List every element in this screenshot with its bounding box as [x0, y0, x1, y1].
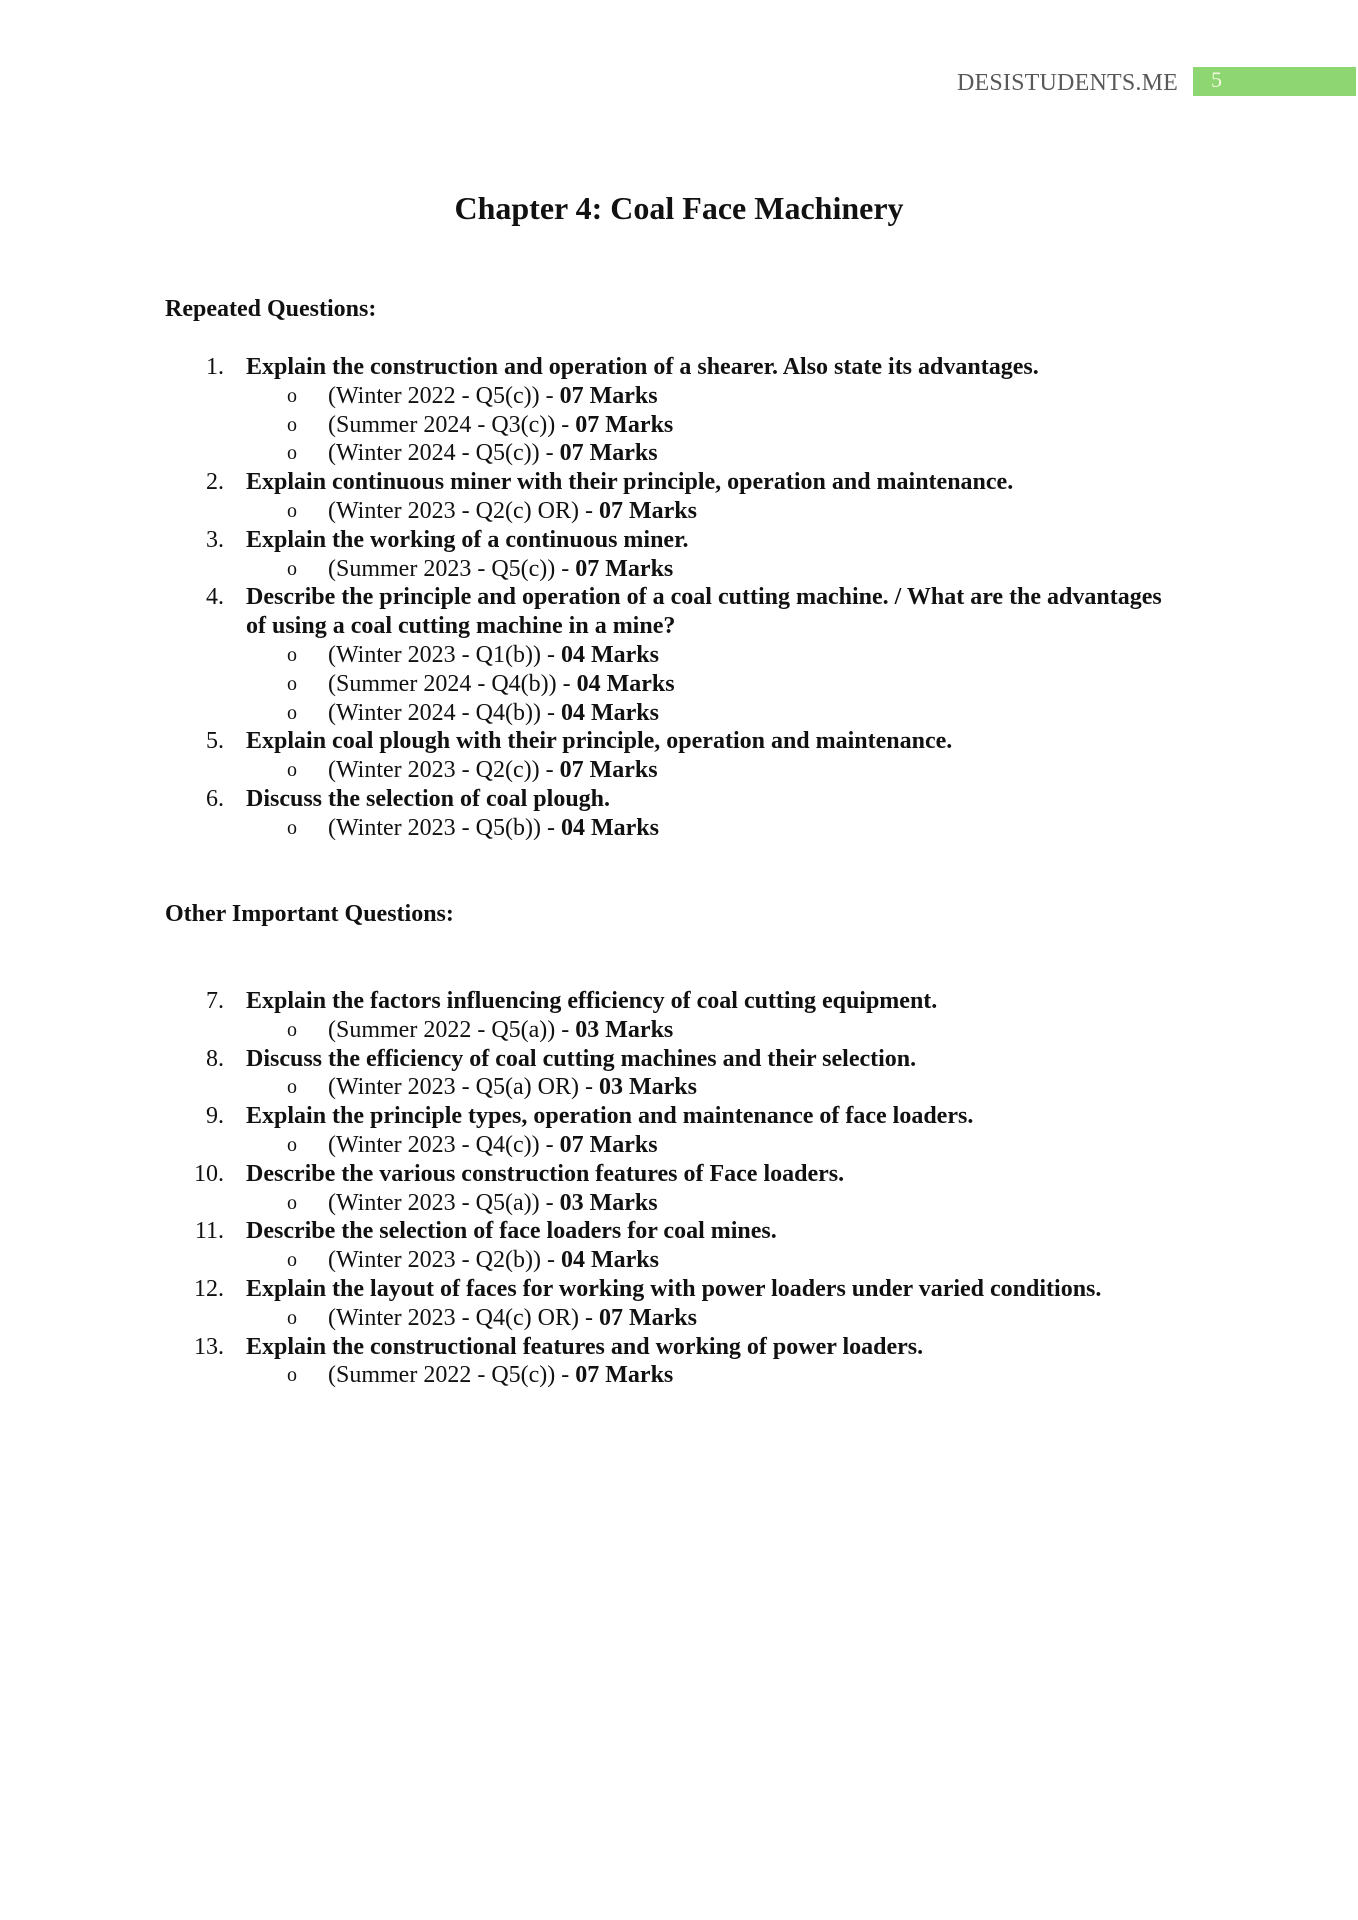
source-marks: 07 Marks [559, 382, 658, 409]
source-marks: 04 Marks [560, 641, 659, 668]
source-reference: (Winter 2022 - Q5(c)) - [328, 382, 560, 409]
hollow-bullet-icon: o [287, 1191, 297, 1214]
source-marks: 07 Marks [559, 757, 658, 784]
question-item [0, 1333, 1358, 1391]
source-reference: (Winter 2023 - Q2(c)) - [328, 757, 560, 784]
source-reference: (Winter 2024 - Q5(c)) - [328, 440, 560, 467]
question-row [0, 1102, 1358, 1131]
question-row [0, 353, 1358, 382]
hollow-bullet-icon: o [287, 1364, 297, 1387]
hollow-bullet-icon: o [287, 499, 297, 522]
question-text: Explain coal plough with their principle, operation and maintenance. [246, 728, 953, 755]
question-text: Discuss the efficiency of coal cutting machines and their selection. [246, 1045, 917, 1072]
hollow-bullet-icon: o [287, 1018, 297, 1041]
page-number-bar [1193, 67, 1356, 96]
page-number: 5 [1211, 67, 1222, 92]
question-number: 9. [206, 1103, 224, 1130]
question-item [0, 1045, 1358, 1103]
question-number: 13. [194, 1333, 224, 1360]
question-item [0, 526, 1358, 584]
source-item [0, 1246, 1358, 1275]
source-marks: 07 Marks [575, 411, 674, 438]
question-row [0, 1160, 1358, 1189]
source-item [0, 756, 1358, 785]
question-number: 3. [206, 526, 224, 553]
source-reference: (Winter 2023 - Q4(c)) - [328, 1131, 560, 1158]
question-number: 12. [194, 1275, 224, 1302]
source-item [0, 411, 1358, 440]
question-number: 6. [206, 785, 224, 812]
source-marks: 07 Marks [598, 1304, 697, 1331]
site-name: DESISTUDENTS.ME [956, 70, 1178, 96]
question-text: Describe the principle and operation of a coal cutting machine. / What are the advantages of using a coal cutting machine in a mine? [246, 584, 1162, 640]
source-item [0, 1073, 1358, 1102]
source-marks: 04 Marks [560, 1247, 659, 1274]
hollow-bullet-icon: o [287, 701, 297, 724]
source-marks: 03 Marks [598, 1074, 697, 1101]
source-item [0, 1131, 1358, 1160]
question-row [0, 583, 1358, 641]
question-row [0, 727, 1358, 756]
source-reference: (Winter 2023 - Q4(c) OR) - [328, 1304, 599, 1331]
question-item [0, 785, 1358, 843]
source-item [0, 1361, 1358, 1390]
question-item [0, 1275, 1358, 1333]
question-item [0, 1160, 1358, 1218]
source-item [0, 699, 1358, 728]
source-reference: (Winter 2023 - Q5(a)) - [328, 1189, 560, 1216]
source-reference: (Winter 2023 - Q1(b)) - [328, 641, 561, 668]
source-reference: (Summer 2023 - Q5(c)) - [328, 555, 576, 582]
question-text: Explain the working of a continuous miner. [246, 526, 689, 553]
source-reference: (Winter 2023 - Q5(b)) - [328, 814, 561, 841]
source-reference: (Winter 2023 - Q5(a) OR) - [328, 1074, 599, 1101]
source-marks: 03 Marks [559, 1189, 658, 1216]
question-row [0, 1045, 1358, 1074]
source-marks: 04 Marks [560, 814, 659, 841]
question-text: Explain the layout of faces for working with power loaders under varied conditions. [246, 1275, 1102, 1302]
question-item [0, 468, 1358, 526]
hollow-bullet-icon: o [287, 672, 297, 695]
source-reference: (Summer 2022 - Q5(a)) - [328, 1016, 576, 1043]
source-marks: 07 Marks [559, 440, 658, 467]
question-row [0, 987, 1358, 1016]
source-item [0, 1016, 1358, 1045]
question-text: Explain the factors influencing efficiency of coal cutting equipment. [246, 988, 938, 1014]
source-marks: 03 Marks [575, 1016, 674, 1043]
source-item [0, 814, 1358, 843]
section-heading-repeated: Repeated Questions: [165, 296, 377, 322]
hollow-bullet-icon: o [287, 1133, 297, 1156]
hollow-bullet-icon: o [287, 413, 297, 436]
source-item [0, 382, 1358, 411]
source-reference: (Summer 2024 - Q3(c)) - [328, 411, 576, 438]
source-marks: 07 Marks [559, 1131, 658, 1158]
question-row [0, 1275, 1358, 1304]
source-item [0, 1304, 1358, 1333]
question-number: 5. [206, 728, 224, 755]
question-list-repeated [0, 353, 1358, 843]
source-reference: (Summer 2024 - Q4(b)) - [328, 670, 577, 697]
question-text: Explain the constructional features and working of power loaders. [246, 1333, 924, 1360]
question-number: 7. [206, 988, 224, 1014]
question-row [0, 785, 1358, 814]
question-text: Discuss the selection of coal plough. [246, 785, 611, 812]
page-header [0, 66, 1358, 98]
question-item [0, 1217, 1358, 1275]
source-item [0, 1189, 1358, 1218]
question-text: Explain continuous miner with their principle, operation and maintenance. [246, 469, 1014, 496]
question-number: 11. [194, 1218, 224, 1245]
source-reference: (Winter 2024 - Q4(b)) - [328, 699, 561, 726]
question-text: Explain the construction and operation of a shearer. Also state its advantages. [246, 354, 1039, 380]
question-item [0, 727, 1358, 785]
question-number: 8. [206, 1045, 224, 1072]
question-text: Explain the principle types, operation and maintenance of face loaders. [246, 1103, 974, 1130]
hollow-bullet-icon: o [287, 1076, 297, 1099]
source-reference: (Summer 2022 - Q5(c)) - [328, 1362, 576, 1389]
source-marks: 07 Marks [575, 555, 674, 582]
question-number: 4. [206, 584, 224, 611]
hollow-bullet-icon: o [287, 384, 297, 407]
question-list-other [0, 987, 1358, 1390]
source-reference: (Winter 2023 - Q2(b)) - [328, 1247, 561, 1274]
hollow-bullet-icon: o [287, 1249, 297, 1272]
question-row [0, 1333, 1358, 1362]
hollow-bullet-icon: o [287, 816, 297, 839]
source-item [0, 670, 1358, 699]
question-item [0, 353, 1358, 468]
source-item [0, 555, 1358, 584]
source-item [0, 497, 1358, 526]
source-marks: 07 Marks [598, 497, 697, 524]
question-row [0, 1217, 1358, 1246]
source-marks: 04 Marks [560, 699, 659, 726]
question-number: 2. [206, 469, 224, 496]
hollow-bullet-icon: o [287, 1306, 297, 1329]
source-marks: 04 Marks [576, 670, 675, 697]
question-row [0, 526, 1358, 555]
question-item [0, 583, 1358, 727]
hollow-bullet-icon: o [287, 557, 297, 580]
question-row [0, 468, 1358, 497]
question-item [0, 1102, 1358, 1160]
source-reference: (Winter 2023 - Q2(c) OR) - [328, 497, 599, 524]
question-item [0, 987, 1358, 1045]
hollow-bullet-icon: o [287, 643, 297, 666]
source-marks: 07 Marks [575, 1362, 674, 1389]
section-heading-other: Other Important Questions: [165, 901, 454, 927]
source-item [0, 641, 1358, 670]
question-number: 10. [194, 1160, 224, 1187]
hollow-bullet-icon: o [287, 759, 297, 782]
question-text: Describe the various construction features of Face loaders. [246, 1160, 845, 1187]
chapter-title: Chapter 4: Coal Face Machinery [454, 190, 904, 226]
hollow-bullet-icon: o [287, 442, 297, 465]
question-number: 1. [206, 354, 224, 380]
source-item [0, 439, 1358, 468]
question-text: Describe the selection of face loaders for coal mines. [246, 1218, 777, 1245]
